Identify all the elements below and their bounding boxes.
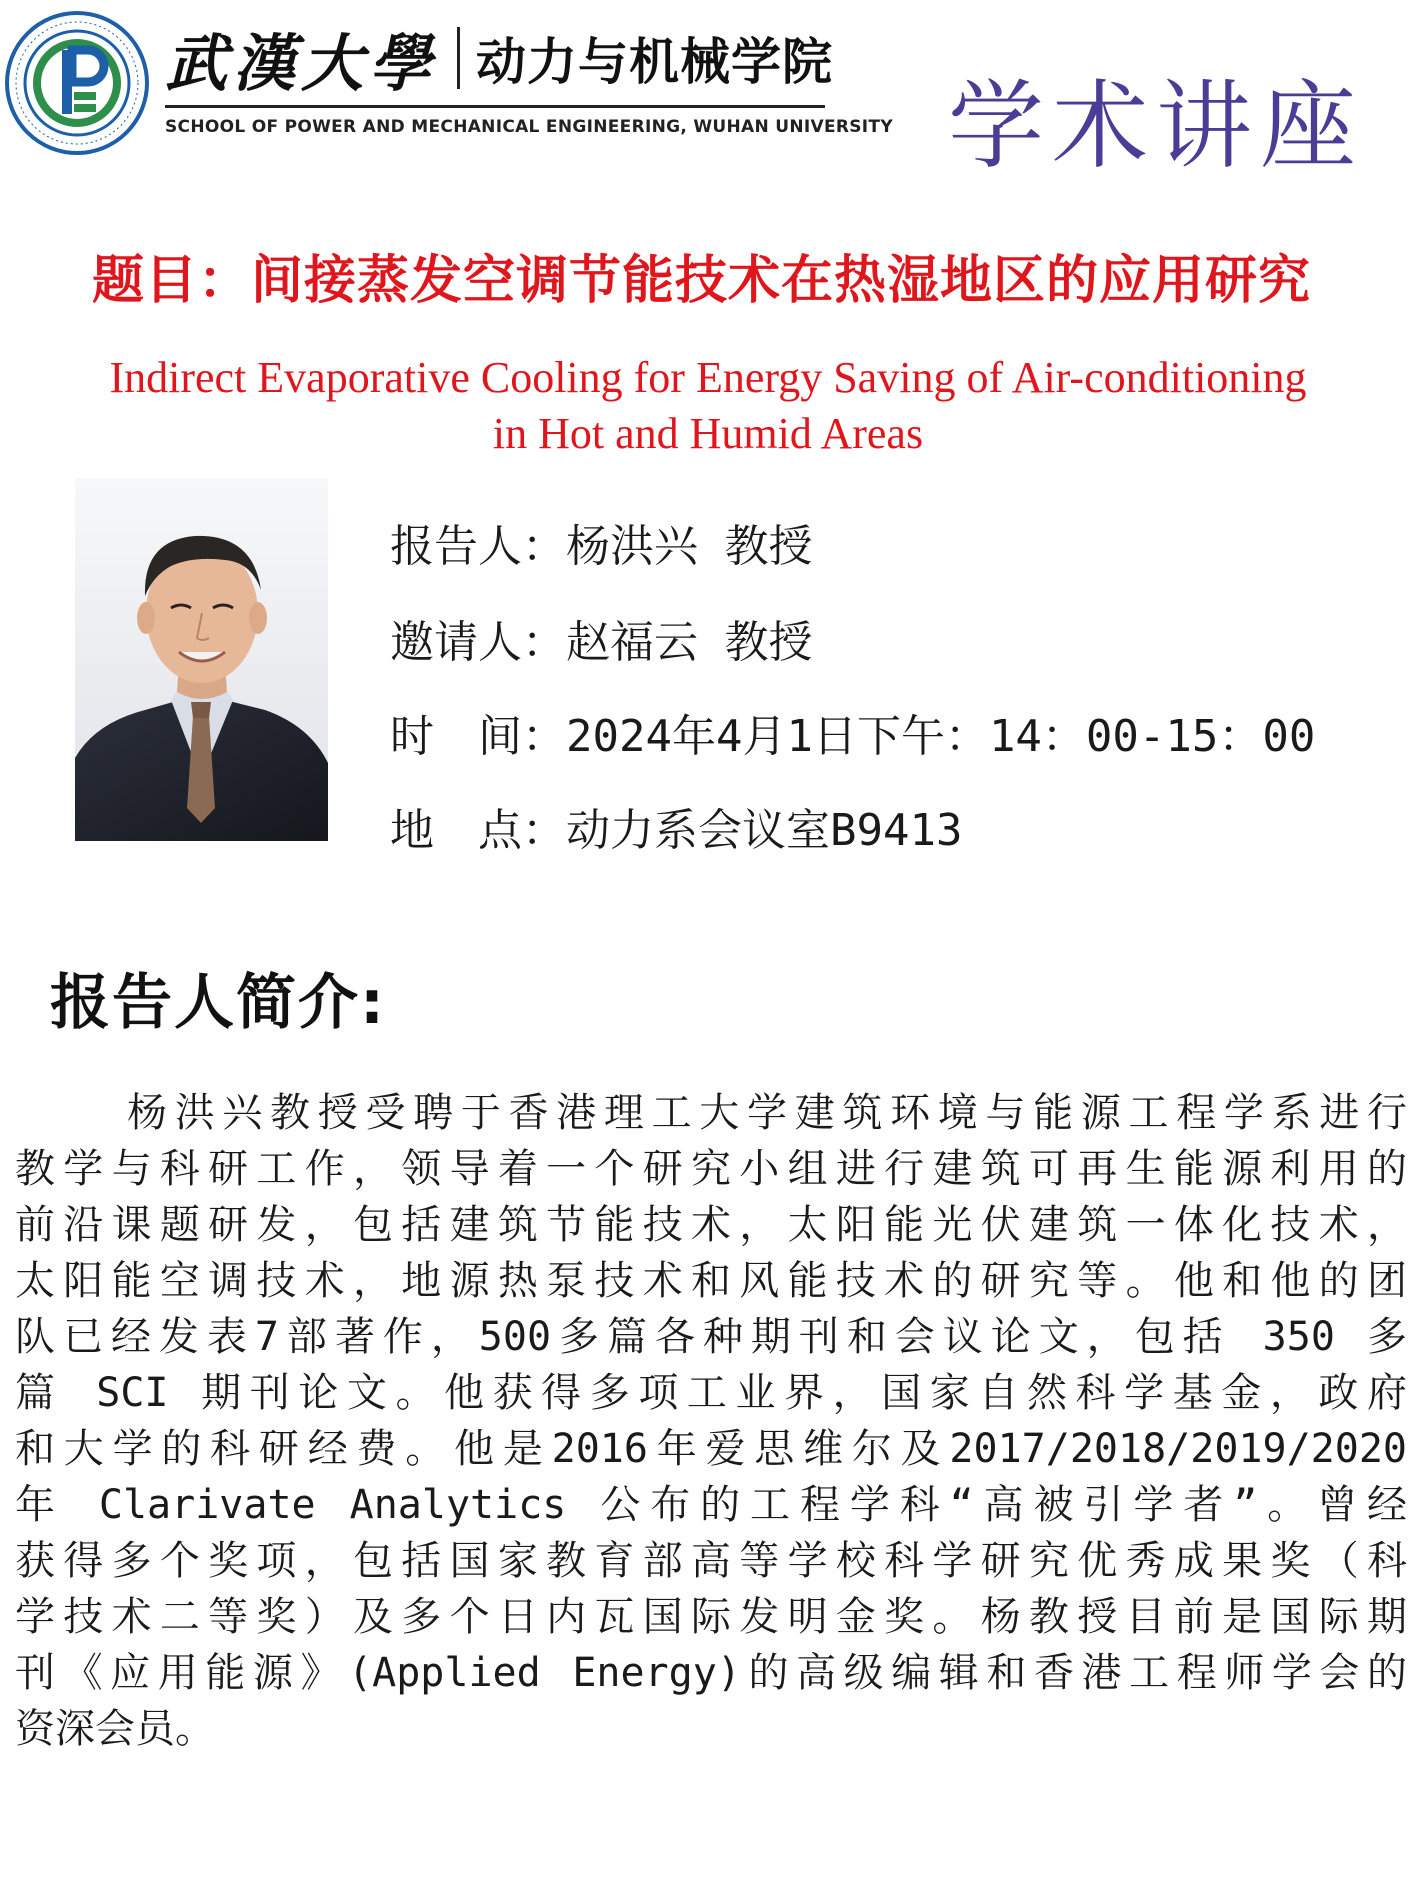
speaker-photo xyxy=(75,478,328,841)
university-name: 武漢大學 xyxy=(165,26,438,100)
bio-line: 获得多个奖项，包括国家教育部高等学校科学研究优秀成果奖（科 xyxy=(15,1538,1407,1584)
bio-line: 篇 SCI 期刊论文。他获得多项工业界，国家自然科学基金，政府 xyxy=(15,1370,1407,1416)
lecture-label: 学术讲座 xyxy=(948,70,1364,182)
bio-line: 资深会员。 xyxy=(15,1706,215,1752)
bio-paragraph xyxy=(15,1085,1407,1757)
bio-line: 杨洪兴教授受聘于香港理工大学建筑环境与能源工程学系进行 xyxy=(127,1090,1407,1136)
bio-line: 和大学的科研经费。他是2016年爱思维尔及2017/2018/2019/2020 xyxy=(15,1426,1407,1472)
logo-rule xyxy=(165,105,825,108)
inviter-row: 邀请人：赵福云 教授 xyxy=(390,617,813,668)
time-row: 时 间：2024年4月1日下午：14：00-15：00 xyxy=(390,711,1316,762)
bio-line: 年 Clarivate Analytics 公布的工程学科“高被引学者”。曾经 xyxy=(15,1482,1407,1528)
place-row: 地 点：动力系会议室B9413 xyxy=(390,805,963,856)
header xyxy=(0,0,1416,182)
school-name-en: SCHOOL OF POWER AND MECHANICAL ENGINEERING, WUHAN UNIVERSITY xyxy=(165,117,893,137)
bio-line: 前沿课题研发，包括建筑节能技术，太阳能光伏建筑一体化技术， xyxy=(15,1202,1407,1248)
speaker-portrait-illustration xyxy=(75,478,328,841)
logo-text xyxy=(165,18,833,98)
bio-heading: 报告人简介: xyxy=(50,968,386,1038)
bio-line: 学技术二等奖）及多个日内瓦国际发明金奖。杨教授目前是国际期 xyxy=(15,1594,1407,1640)
title-en-line-2: in Hot and Humid Areas xyxy=(492,409,924,458)
university-seal-logo xyxy=(4,10,150,156)
bio-line: 教学与科研工作，领导着一个研究小组进行建筑可再生能源利用的 xyxy=(15,1146,1407,1192)
title-en xyxy=(30,350,1386,462)
bio-line: 队已经发表7部著作，500多篇各种期刊和会议论文，包括 350 多 xyxy=(15,1314,1407,1360)
logo-divider xyxy=(457,27,460,89)
title-cn: 题目：间接蒸发空调节能技术在热湿地区的应用研究 xyxy=(92,251,1312,311)
title-en-line-1: Indirect Evaporative Cooling for Energy Saving of Air-conditioning xyxy=(109,353,1307,402)
speaker-row: 报告人：杨洪兴 教授 xyxy=(390,521,813,572)
bio-line: 太阳能空调技术，地源热泵技术和风能技术的研究等。他和他的团 xyxy=(15,1258,1407,1304)
bio-line: 刊《应用能源》(Applied Energy)的高级编辑和香港工程师学会的 xyxy=(15,1650,1407,1696)
school-name-cn: 动力与机械学院 xyxy=(476,33,834,91)
